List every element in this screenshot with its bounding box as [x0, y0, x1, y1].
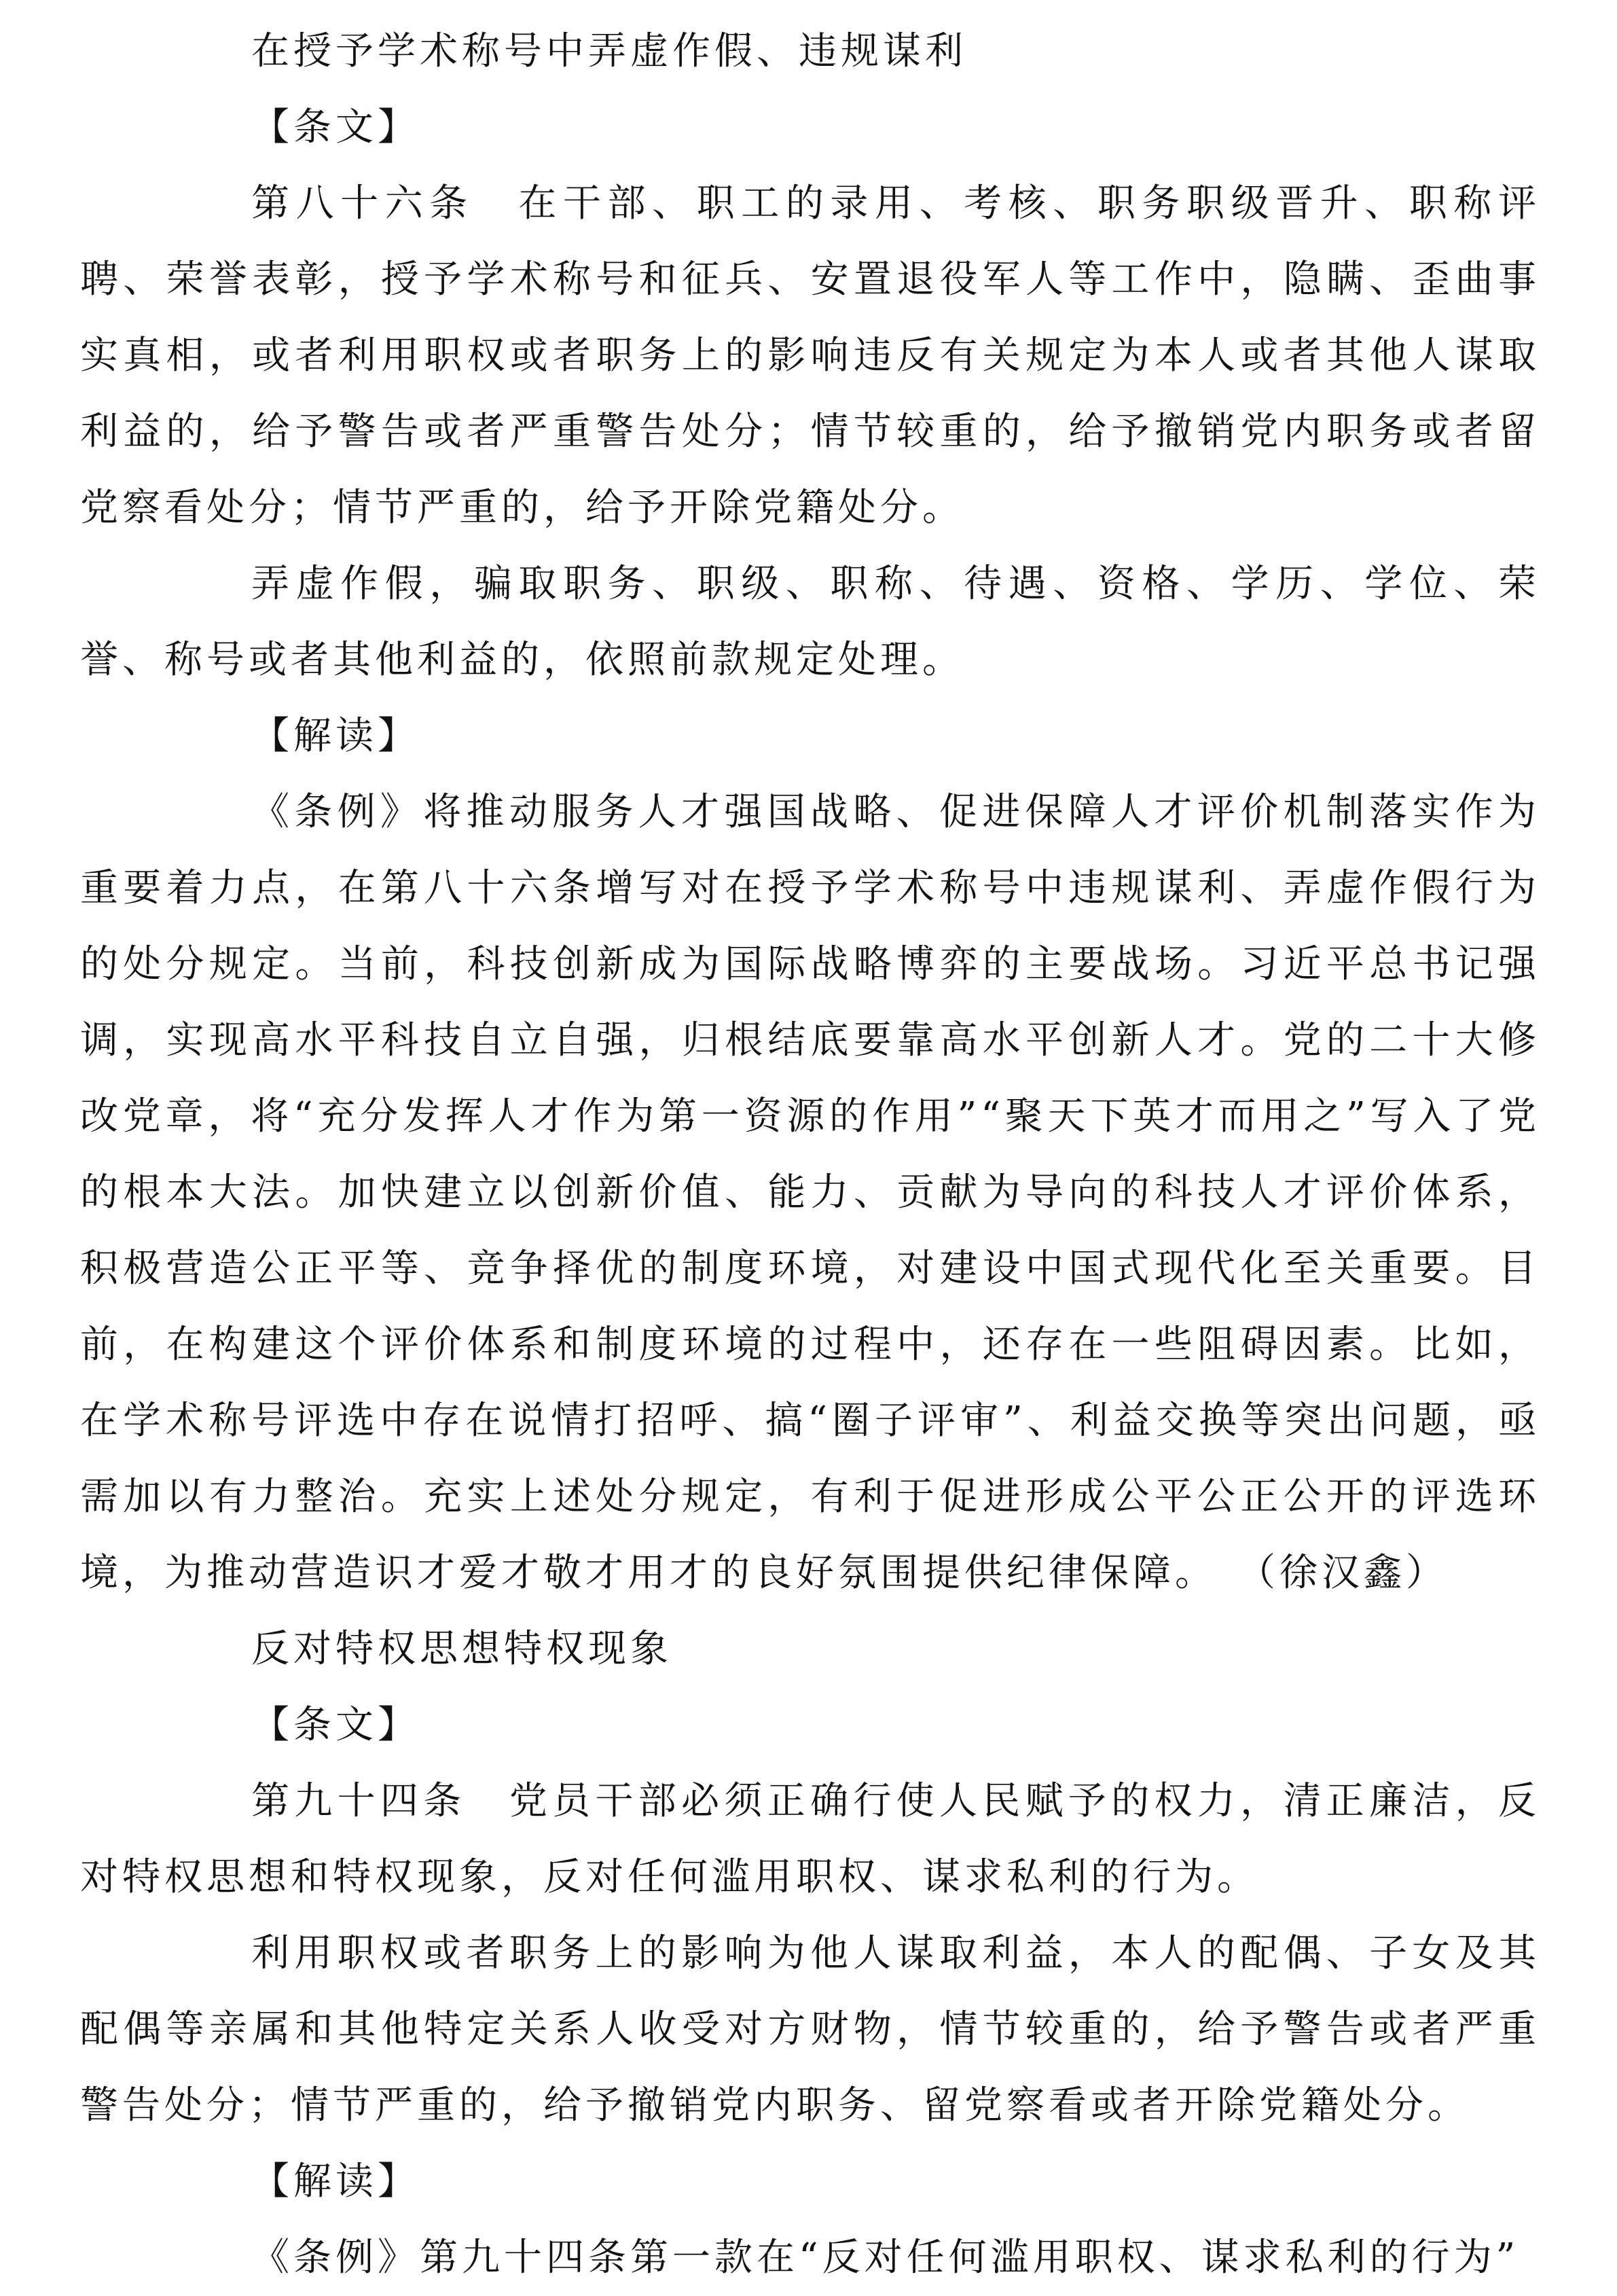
article-eighty-six-paragraph-one: 第八十六条 在干部、职工的录用、考核、职务职级晋升、职称评聘、荣誉表彰，授予学术称号和征兵、安置退役军人等工作中，隐瞒、歪曲事实真相，或者利用职权或者职务上的影响违反有关规定为本人或者其他人谋取利益的，给予警告或者严重警告处分；情节较重的，给予撤销党内职务或者留党察看处分；情节严重的，给予开除党籍处分。 [80, 181, 1540, 530]
section-two-interpretation-label: 【解读】 [251, 2159, 420, 2204]
section-two-article-label: 【条文】 [251, 1703, 420, 1747]
document-body [80, 14, 1540, 2296]
author-signature: （徐汉鑫） [1256, 1551, 1448, 1595]
section-two-title: 反对特权思想特权现象 [251, 1627, 672, 1671]
article-ninety-four-paragraph-two: 利用职权或者职务上的影响为他人谋取利益，本人的配偶、子女及其配偶等亲属和其他特定关系人收受对方财物，情节较重的，给予警告或者严重警告处分；情节严重的，给予撤销党内职务、留党察看或者开除党籍处分。 [80, 1931, 1540, 2128]
article-ninety-four-paragraph-one: 第九十四条 党员干部必须正确行使人民赋予的权力，清正廉洁，反对特权思想和特权现象，反对任何滥用职权、谋求私利的行为。 [80, 1779, 1540, 1899]
section-two-interpretation: 《条例》第九十四条第一款在“反对任何滥用职权、谋求私利的行为” [251, 2236, 1520, 2280]
section-one-interpretation-text: 《条例》将推动服务人才强国战略、促进保障人才评价机制落实作为重要着力点，在第八十六条增写对在授予学术称号中违规谋利、弄虚作假行为的处分规定。当前，科技创新成为国际战略博弈的主要战场。习近平总书记强调，实现高水平科技自立自强，归根结底要靠高水平创新人才。党的二十大修改党章，将“充分发挥人才作为第一资源的作用”“聚天下英才而用之”写入了党的根本大法。加快建立以创新价值、能力、贡献为导向的科技人才评价体系，积极营造公正平等、竞争择优的制度环境，对建设中国式现代化至关重要。目前，在构建这个评价体系和制度环境的过程中，还存在一些阻碍因素。比如，在学术称号评选中存在说情打招呼、搞“圈子评审”、利益交换等突出问题，亟需加以有力整治。充实上述处分规定，有利于促进形成公平公正公开的评选环境，为推动营造识才爱才敬才用才的良好氛围提供纪律保障。 [80, 790, 1540, 1595]
section-one-interpretation [80, 774, 1540, 1611]
article-eighty-six-paragraph-two: 弄虚作假，骗取职务、职级、职称、待遇、资格、学历、学位、荣誉、称号或者其他利益的，依照前款规定处理。 [80, 562, 1540, 682]
section-one-interpretation-label: 【解读】 [251, 714, 420, 758]
section-one-title: 在授予学术称号中弄虚作假、违规谋利 [251, 29, 967, 73]
section-one-article-label: 【条文】 [251, 105, 420, 149]
